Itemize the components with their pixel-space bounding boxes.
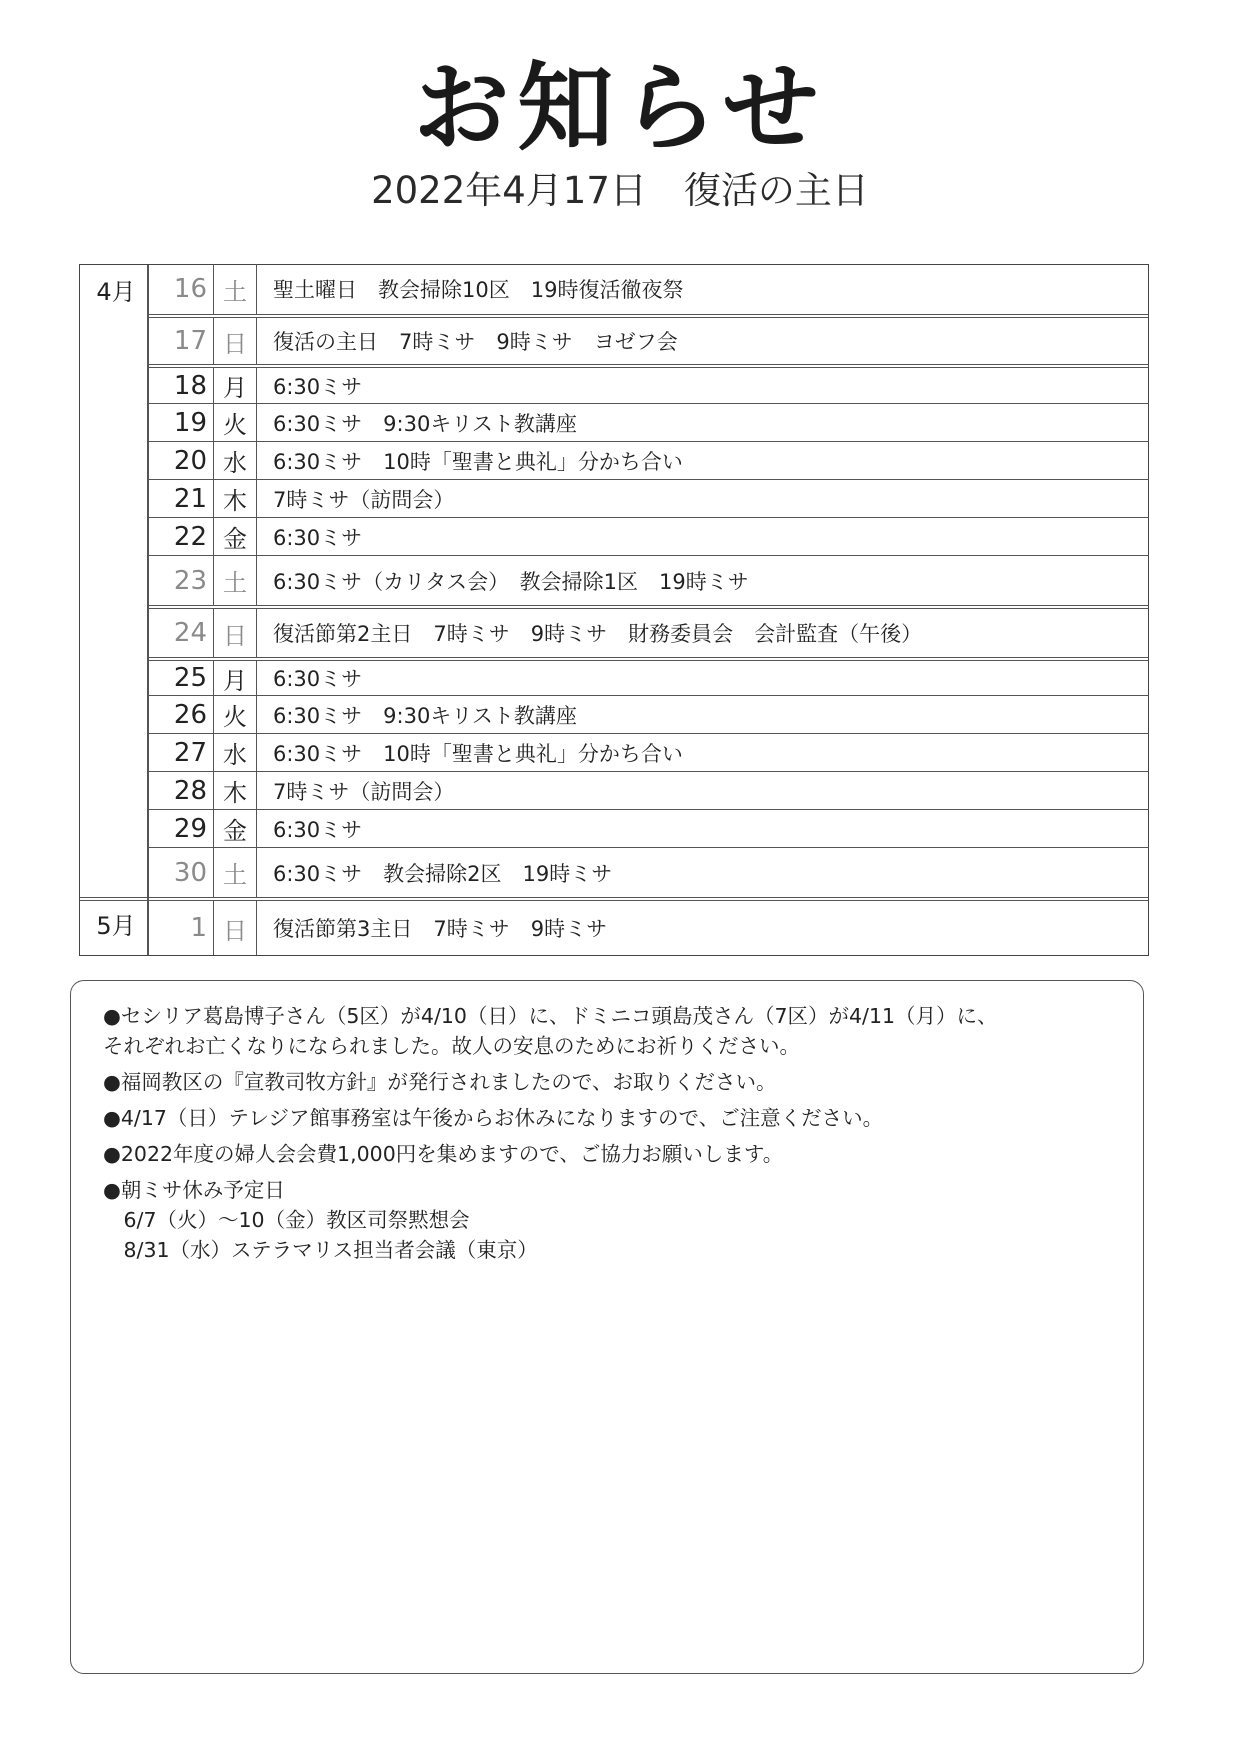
schedule-row-17 [148,314,1149,364]
day-number: 25 [173,663,207,693]
schedule-row-20 [148,441,1149,479]
month-column-divider [147,265,149,897]
event-text: 6:30ミサ 教会掃除2区 19時ミサ [273,861,613,886]
weekday: 水 [213,734,257,771]
page-title: お知らせ [413,52,827,164]
day-number: 26 [173,699,207,730]
day-number: 27 [173,737,207,768]
notice-line: ●福岡教区の『宣教司牧方針』が発行されましたので、お取りください。 [103,1070,777,1094]
notice-line: 6/7（火）～10（金）教区司祭黙想会 [103,1208,470,1232]
weekday: 土 [213,848,257,897]
event-text: 6:30ミサ（カリタス会） 教会掃除1区 19時ミサ [273,569,749,594]
event-text: 6:30ミサ 9:30キリスト教講座 [273,703,577,728]
event-text: 6:30ミサ 10時「聖書と典礼」分かち合い [273,741,683,766]
event-text: 復活節第3主日 7時ミサ 9時ミサ [273,917,608,941]
schedule-row-27 [148,733,1149,771]
weekday: 金 [213,810,257,847]
schedule-row-21 [148,479,1149,517]
weekday: 日 [213,609,257,657]
event-text: 6:30ミサ [273,525,363,550]
schedule-row-19 [148,403,1149,441]
schedule-row-29 [148,809,1149,847]
notice-line: それぞれお亡くなりになられました。故人の安息のためにお祈りください。 [103,1034,800,1058]
weekday: 月 [213,368,257,403]
day-number: 21 [173,483,207,514]
event-text: 聖土曜日 教会掃除10区 19時復活徹夜祭 [273,278,684,302]
notices-box [70,980,1144,1674]
schedule-row-23 [148,555,1149,605]
day-number: 17 [173,326,207,356]
schedule-row-30 [148,847,1149,897]
day-number: 19 [173,407,207,438]
event-text: 6:30ミサ [273,817,363,842]
day-number: 28 [173,775,207,806]
notice-line: ●朝ミサ休み予定日 [103,1178,285,1202]
day-number: 18 [173,370,207,401]
schedule-row-24 [148,605,1149,657]
weekday: 土 [213,264,257,314]
event-text: 6:30ミサ [273,374,363,399]
schedule-table [79,264,1149,956]
month-label-april: 4月 [96,278,136,306]
event-text: 6:30ミサ 10時「聖書と典礼」分かち合い [273,449,683,474]
day-number: 22 [173,521,207,552]
schedule-row-28 [148,771,1149,809]
day-number: 23 [173,565,207,596]
weekday: 金 [213,518,257,555]
month-column-divider-may [147,897,149,955]
notice-line: ●セシリア葛島博子さん（5区）が4/10（日）に、ドミニコ頭島茂さん（7区）が4/11（月）に、 [103,1004,998,1028]
schedule-row-may-1 [80,897,1149,955]
weekday: 水 [213,442,257,479]
page-subtitle: 2022年4月17日 復活の主日 [371,169,869,212]
weekday: 日 [213,901,257,955]
notice-line: 8/31（水）ステラマリス担当者会議（東京） [103,1238,538,1262]
event-text: 復活の主日 7時ミサ 9時ミサ ヨゼフ会 [273,330,678,354]
schedule-row-22 [148,517,1149,555]
schedule-row-16 [148,264,1149,314]
day-number: 1 [190,913,207,943]
day-number: 24 [173,618,207,648]
weekday: 月 [213,661,257,695]
event-text: 6:30ミサ [273,667,363,691]
schedule-row-25 [148,657,1149,695]
weekday: 木 [213,480,257,517]
day-number: 30 [173,857,207,888]
notice-line: ●2022年度の婦人会会費1,000円を集めますので、ご協力お願いします。 [103,1142,784,1166]
weekday: 木 [213,772,257,809]
day-number: 29 [173,813,207,844]
weekday: 日 [213,318,257,364]
event-text: 7時ミサ（訪問会） [273,779,455,804]
day-number: 16 [173,274,207,304]
notice-line: ●4/17（日）テレジア館事務室は午後からお休みになりますので、ご注意ください。 [103,1106,884,1130]
schedule-row-18 [148,364,1149,403]
event-text: 復活節第2主日 7時ミサ 9時ミサ 財務委員会 会計監査（午後） [273,622,923,646]
event-text: 6:30ミサ 9:30キリスト教講座 [273,411,577,436]
weekday: 土 [213,556,257,605]
day-number: 20 [173,445,207,476]
weekday: 火 [213,696,257,733]
event-text: 7時ミサ（訪問会） [273,487,455,512]
month-label-may: 5月 [96,912,136,940]
schedule-row-26 [148,695,1149,733]
weekday: 火 [213,404,257,441]
